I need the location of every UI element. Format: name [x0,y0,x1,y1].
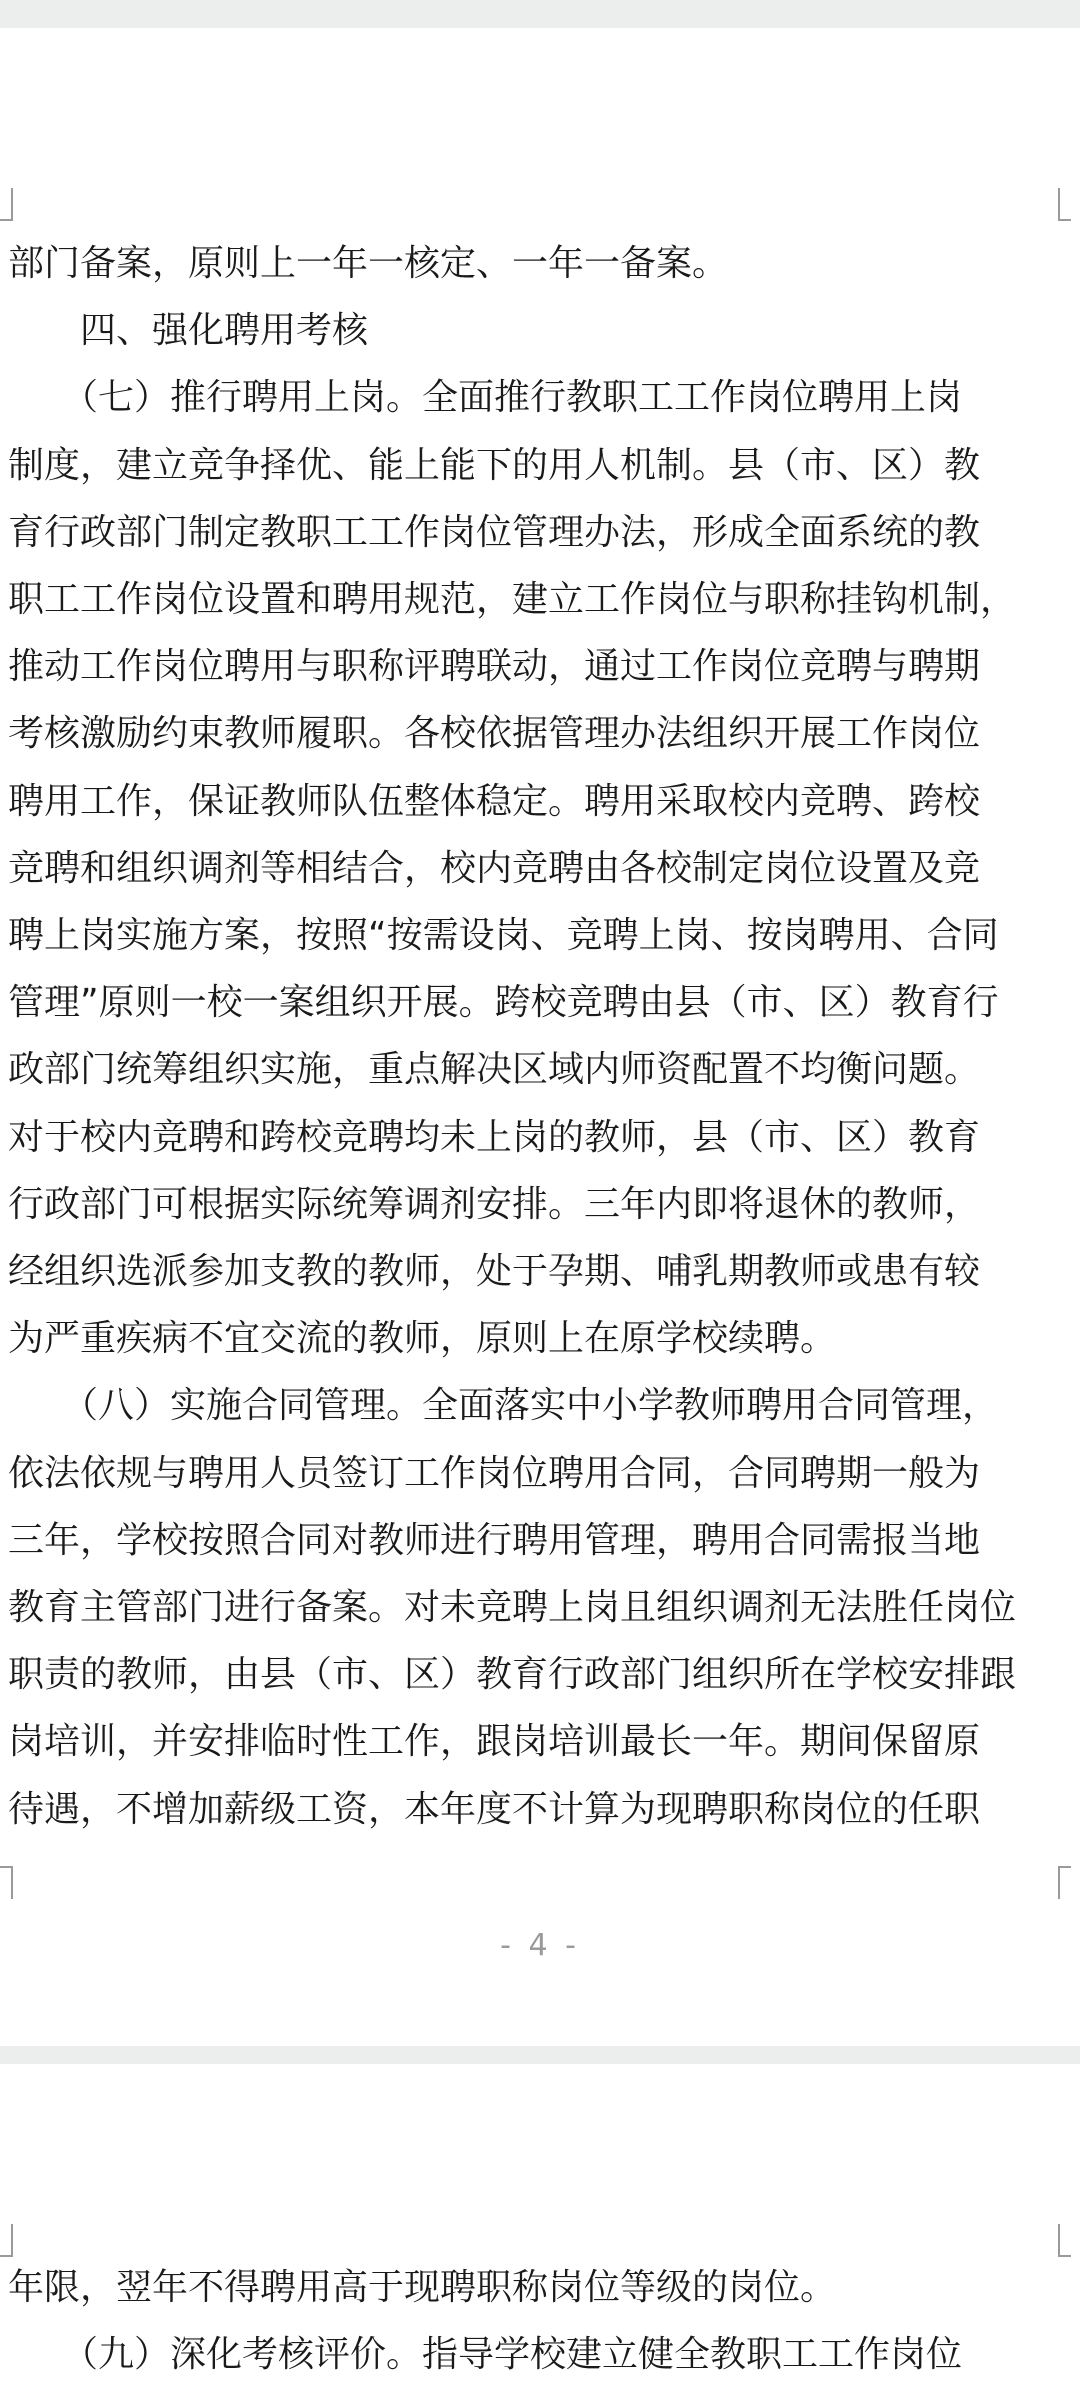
document-page-5 [0,2064,1080,2404]
text-line: 职责的教师，由县（市、区）教育行政部门组织所在学校安排跟 [8,1654,1017,1696]
text-line: 部门备案，原则上一年一核定、一年一备案。 [8,243,729,284]
crop-mark-top-right [1058,188,1071,221]
crop-mark-top-left [0,188,13,221]
text-line: 年限，翌年不得聘用高于现聘职称岗位等级的岗位。 [8,2267,837,2308]
text-line: 竞聘和组织调剂等相结合，校内竞聘由各校制定岗位设置及竞 [8,847,981,889]
text-line: 聘上岗实施方案，按照“按需设岗、竞聘上岗、按岗聘用、合同 [8,915,999,956]
text-line: 考核激励约束教师履职。各校依据管理办法组织开展工作岗位 [8,713,981,755]
document-page-4 [0,28,1080,2046]
text-line: 三年，学校按照合同对教师进行聘用管理，聘用合同需报当地 [8,1519,981,1561]
text-line: 依法依规与聘用人员签订工作岗位聘用合同，合同聘期一般为 [8,1452,981,1494]
text-line: 经组织选派参加支教的教师，处于孕期、哺乳期教师或患有较 [8,1251,981,1292]
crop-mark-bottom-right [1058,1866,1071,1899]
text-line: 四、强化聘用考核 [8,310,369,352]
text-line: 聘用工作，保证教师队伍整体稳定。聘用采取校内竞聘、跨校 [8,780,981,822]
text-line: 制度，建立竞争择优、能上能下的用人机制。县（市、区）教 [8,444,981,486]
text-line: （七）推行聘用上岗。全面推行教职工工作岗位聘用上岗 [8,377,963,419]
text-line: 岗培训，并安排临时性工作，跟岗培训最长一年。期间保留原 [8,1721,981,1763]
text-line: （八）实施合同管理。全面落实中小学教师聘用合同管理， [8,1385,999,1427]
text-line: 为严重疾病不宜交流的教师，原则上在原学校续聘。 [8,1318,837,1360]
text-line: 职工工作岗位设置和聘用规范，建立工作岗位与职称挂钩机制， [8,579,1017,620]
crop-mark-top-right [1058,2224,1071,2257]
text-line: 推动工作岗位聘用与职称评聘联动，通过工作岗位竞聘与聘期 [8,646,981,688]
text-line: 教育主管部门进行备案。对未竞聘上岗且组织调剂无法胜任岗位 [8,1587,1017,1628]
text-line: 育行政部门制定教职工工作岗位管理办法，形成全面系统的教 [8,511,981,553]
text-line: 管理”原则一校一案组织开展。跨校竞聘由县（市、区）教育行 [8,982,999,1024]
text-line: 对于校内竞聘和跨校竞聘均未上岗的教师，县（市、区）教育 [8,1116,981,1158]
crop-mark-bottom-left [0,1866,13,1899]
text-line: （九）深化考核评价。指导学校建立健全教职工工作岗位 [8,2334,963,2375]
text-line: 政部门统筹组织实施，重点解决区域内师资配置不均衡问题。 [8,1049,981,1091]
text-line: 待遇，不增加薪级工资，本年度不计算为现聘职称岗位的任职 [8,1788,981,1830]
text-line: 行政部门可根据实际统筹调剂安排。三年内即将退休的教师， [8,1183,981,1225]
crop-mark-top-left [0,2224,13,2257]
page-number: - 4 - [500,1928,580,1963]
